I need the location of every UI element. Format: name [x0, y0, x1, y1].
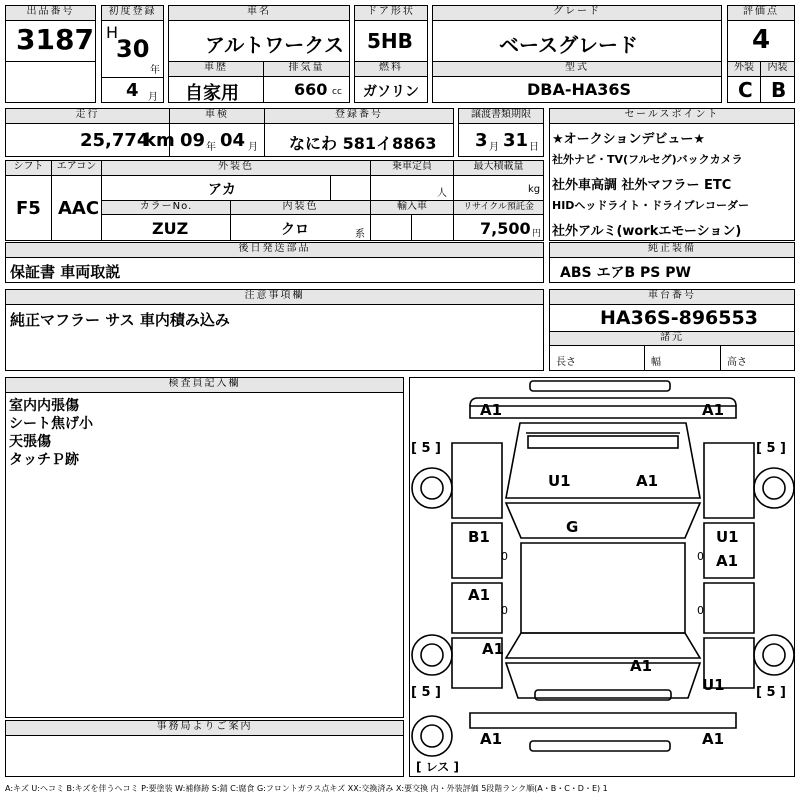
- ext-label: 外装: [727, 61, 761, 77]
- sales-point-line: 社外ナビ・TV(フルセグ)バックカメラ: [552, 153, 743, 166]
- mark-hood-left: U1: [548, 472, 571, 490]
- notes-label: 注意事項欄: [5, 289, 544, 305]
- reg-month-unit: 月: [148, 92, 158, 103]
- int-label: 内装: [760, 61, 795, 77]
- mileage-label: 走行: [5, 108, 170, 124]
- mileage: 25,774: [80, 130, 150, 151]
- fuel-label: 燃料: [354, 61, 428, 77]
- tire-fl: [ 5 ]: [411, 441, 441, 456]
- int-color-unit: 系: [355, 229, 365, 240]
- int-score: B: [771, 78, 787, 102]
- front-bumper-edge: [470, 398, 736, 406]
- chassis-label: 車台番号: [549, 289, 795, 305]
- recycle: 7,500: [480, 219, 531, 238]
- wheel-fl-inner: [421, 477, 443, 499]
- shift-cell: [5, 175, 52, 241]
- transfer-month: 3: [475, 130, 488, 151]
- insp-month: 04: [220, 130, 246, 151]
- front-bumper-top: [530, 381, 670, 391]
- int-color: クロ: [281, 222, 309, 238]
- mark-rear-right: A1: [702, 730, 725, 748]
- mark-right-front-door-2: A1: [716, 552, 739, 570]
- int-color-cell: [230, 214, 371, 241]
- plate: なにわ 581イ8863: [289, 134, 437, 153]
- inspector-label: 検査員記入欄: [5, 377, 404, 393]
- chassis-cell: [549, 304, 795, 332]
- door-type: 5HB: [367, 29, 413, 53]
- mark-front-left: A1: [480, 401, 503, 419]
- later-parts: 保証書 車両取説: [10, 263, 121, 281]
- fuel: ガソリン: [363, 84, 419, 100]
- roof: [521, 543, 685, 633]
- import-label: 輸入車: [370, 200, 454, 215]
- recycle-cell: [453, 214, 544, 241]
- score-cell: [727, 20, 795, 62]
- transfer-month-unit: 月: [489, 142, 499, 153]
- displacement-unit: cc: [332, 87, 342, 97]
- color-no-label: カラーNo.: [101, 200, 231, 215]
- mark-hood-right: A1: [636, 472, 659, 490]
- capacity-unit: 人: [437, 188, 447, 199]
- insp-year-unit: 年: [206, 142, 216, 153]
- reg-year: 30: [116, 35, 150, 63]
- windshield: [506, 503, 700, 538]
- ac-cell: [51, 175, 102, 241]
- capacity-label: 乗車定員: [370, 160, 454, 176]
- tire-fr: [ 5 ]: [756, 441, 786, 456]
- notes-text: 純正マフラー サス 車内積み込み: [10, 311, 230, 329]
- model-cell: [432, 76, 722, 103]
- sales-point-line: ★オークションデビュー★: [552, 132, 706, 147]
- model-label: 型式: [432, 61, 722, 77]
- history-cell: [168, 76, 264, 103]
- inspector-line: タッチＰ跡: [9, 452, 79, 468]
- load-unit: kg: [528, 184, 541, 195]
- wheel-rr-inner: [763, 644, 785, 666]
- front-bumper: [470, 406, 736, 418]
- model: DBA-HA36S: [527, 80, 632, 99]
- mark-left-front-door: B1: [468, 528, 490, 546]
- tire-rl: [ 5 ]: [411, 685, 441, 700]
- notes-box: [5, 304, 544, 371]
- inspector-line: 室内内張傷: [9, 398, 79, 414]
- first-reg-label: 初度登録: [101, 5, 164, 21]
- height-label: 高さ: [727, 357, 747, 368]
- lot-no-cell: [5, 20, 96, 62]
- mark-trunk: A1: [630, 657, 653, 675]
- import-cell-b: [411, 214, 454, 241]
- reg-month: 4: [126, 80, 139, 101]
- score: 4: [752, 25, 771, 55]
- legend: A:キズ U:ヘコミ B:キズを伴うヘコミ P:要塗装 W:補修跡 S:錆 C:腐食 G:フロントガラス点キズ XX:交換済み X:要交換 内・外装評価 5段階ランク順(A・B・C・D・E) 1: [5, 784, 608, 793]
- spec-label: 諸元: [549, 331, 795, 346]
- wheel-rl-inner: [421, 644, 443, 666]
- mark-left-rear-door: A1: [468, 586, 491, 604]
- int-cell: [760, 76, 795, 103]
- mileage-cell: [5, 123, 175, 157]
- wheel-fr: [754, 468, 794, 508]
- reg-year-unit: 年: [150, 65, 160, 76]
- inspection-label: 車検: [169, 108, 265, 124]
- shift-label: シフト: [5, 160, 52, 176]
- mark-zero-left-2: 0: [501, 604, 508, 617]
- right-rear-door: [704, 583, 754, 633]
- sales-point-line: 社外車高調 社外マフラー ETC: [552, 178, 732, 193]
- color-no: ZUZ: [152, 219, 189, 238]
- first-reg-month-cell: [101, 77, 164, 103]
- wheel-rl: [412, 635, 452, 675]
- car-name: アルトワークス: [205, 33, 344, 57]
- tire-rr: [ 5 ]: [756, 685, 786, 700]
- length-cell: [549, 345, 645, 371]
- genuine-cell: [549, 257, 795, 283]
- length-label: 長さ: [556, 357, 576, 368]
- wheel-rr: [754, 635, 794, 675]
- mark-zero-left-1: 0: [501, 550, 508, 563]
- load-label: 最大積載量: [453, 160, 544, 176]
- transfer-cell: [458, 123, 544, 157]
- history-label: 車歴: [168, 61, 264, 77]
- shift: F5: [16, 198, 41, 219]
- wheel-spare: [412, 716, 452, 756]
- lot-blank-cell: [5, 61, 96, 103]
- first-reg-year-cell: [101, 20, 164, 78]
- genuine-equipment: ABS エアB PS PW: [560, 265, 691, 281]
- ext-color-extra-cell: [330, 175, 371, 201]
- insp-month-unit: 月: [248, 142, 258, 153]
- mark-right-front-door-1: U1: [716, 528, 739, 546]
- grade: ベースグレード: [499, 33, 638, 57]
- door-cell: [354, 20, 428, 62]
- hood-vent: [528, 436, 678, 448]
- transfer-label: 譲渡書類期限: [458, 108, 544, 124]
- tire-spare: [ レス ]: [416, 760, 459, 774]
- fuel-cell: [354, 76, 428, 103]
- load-cell: [453, 175, 544, 201]
- wheel-fr-inner: [763, 477, 785, 499]
- mark-roof: G: [566, 518, 579, 536]
- left-front-fender: [452, 443, 502, 518]
- insp-year: 09: [180, 130, 206, 151]
- ext-color-label: 外装色: [101, 160, 371, 176]
- mark-right-rear: U1: [702, 676, 725, 694]
- width-label: 幅: [651, 357, 661, 368]
- car-outline-svg: [410, 378, 796, 778]
- wheel-fl: [412, 468, 452, 508]
- displacement-cell: [263, 76, 350, 103]
- ext-color-cell: [101, 175, 331, 201]
- mark-rear-left: A1: [480, 730, 503, 748]
- height-cell: [720, 345, 795, 371]
- plate-cell: [264, 123, 454, 157]
- color-no-cell: [101, 214, 231, 241]
- ac-label: エアコン: [51, 160, 102, 176]
- mark-front-right: A1: [702, 401, 725, 419]
- chassis-number: HA36S-896553: [600, 307, 758, 329]
- right-front-fender: [704, 443, 754, 518]
- mark-zero-right-2: 0: [697, 604, 704, 617]
- genuine-label: 純正装備: [549, 242, 795, 258]
- sales-points-box: [549, 123, 795, 241]
- inspector-line: 天張傷: [9, 434, 51, 450]
- width-cell: [644, 345, 721, 371]
- displacement: 660: [294, 80, 328, 99]
- car-name-cell: [168, 20, 350, 62]
- rear-bumper-bottom: [530, 741, 670, 751]
- sales-point-line: HIDヘッドライト・ドライブレコーダー: [552, 199, 749, 212]
- history: 自家用: [185, 83, 239, 104]
- plate-label: 登録番号: [264, 108, 454, 124]
- lot-no: 3187: [16, 23, 94, 56]
- mark-left-rear-fender: A1: [482, 640, 505, 658]
- rear-window: [506, 633, 700, 658]
- recycle-label: リサイクル預託金: [453, 200, 544, 215]
- inspector-line: シート焦げ小: [9, 416, 93, 432]
- later-parts-label: 後日発送部品: [5, 242, 544, 258]
- mark-zero-right-1: 0: [697, 550, 704, 563]
- displacement-label: 排気量: [263, 61, 350, 77]
- sales-point-line: 社外アルミ(workエモーション): [552, 224, 742, 239]
- ext-cell: [727, 76, 761, 103]
- grade-cell: [432, 20, 722, 62]
- transfer-day: 31: [503, 130, 529, 151]
- era: H: [106, 23, 119, 42]
- hood: [506, 423, 700, 498]
- mileage-unit: km: [144, 130, 175, 151]
- transfer-day-unit: 日: [529, 142, 539, 153]
- damage-diagram: [409, 377, 795, 777]
- score-label: 評価点: [727, 5, 795, 21]
- car-name-label: 車名: [168, 5, 350, 21]
- grade-label: グレード: [432, 5, 722, 21]
- import-cell-a: [370, 214, 412, 241]
- inspection-cell: [169, 123, 265, 157]
- recycle-unit: 円: [532, 229, 542, 239]
- ext-score: C: [738, 78, 753, 102]
- later-parts-cell: [5, 257, 544, 283]
- lot-no-label: 出品番号: [5, 5, 96, 21]
- door-label: ドア形状: [354, 5, 428, 21]
- ext-color: アカ: [208, 182, 236, 198]
- capacity-cell: [370, 175, 454, 201]
- rear-bumper: [470, 713, 736, 728]
- office-label: 事務局よりご案内: [5, 720, 404, 736]
- inspector-box: [5, 392, 404, 718]
- int-color-label: 内装色: [230, 200, 371, 215]
- ac: AAC: [58, 198, 100, 219]
- wheel-spare-inner: [421, 725, 443, 747]
- sales-points-label: セールスポイント: [549, 108, 795, 124]
- office-box: [5, 735, 404, 777]
